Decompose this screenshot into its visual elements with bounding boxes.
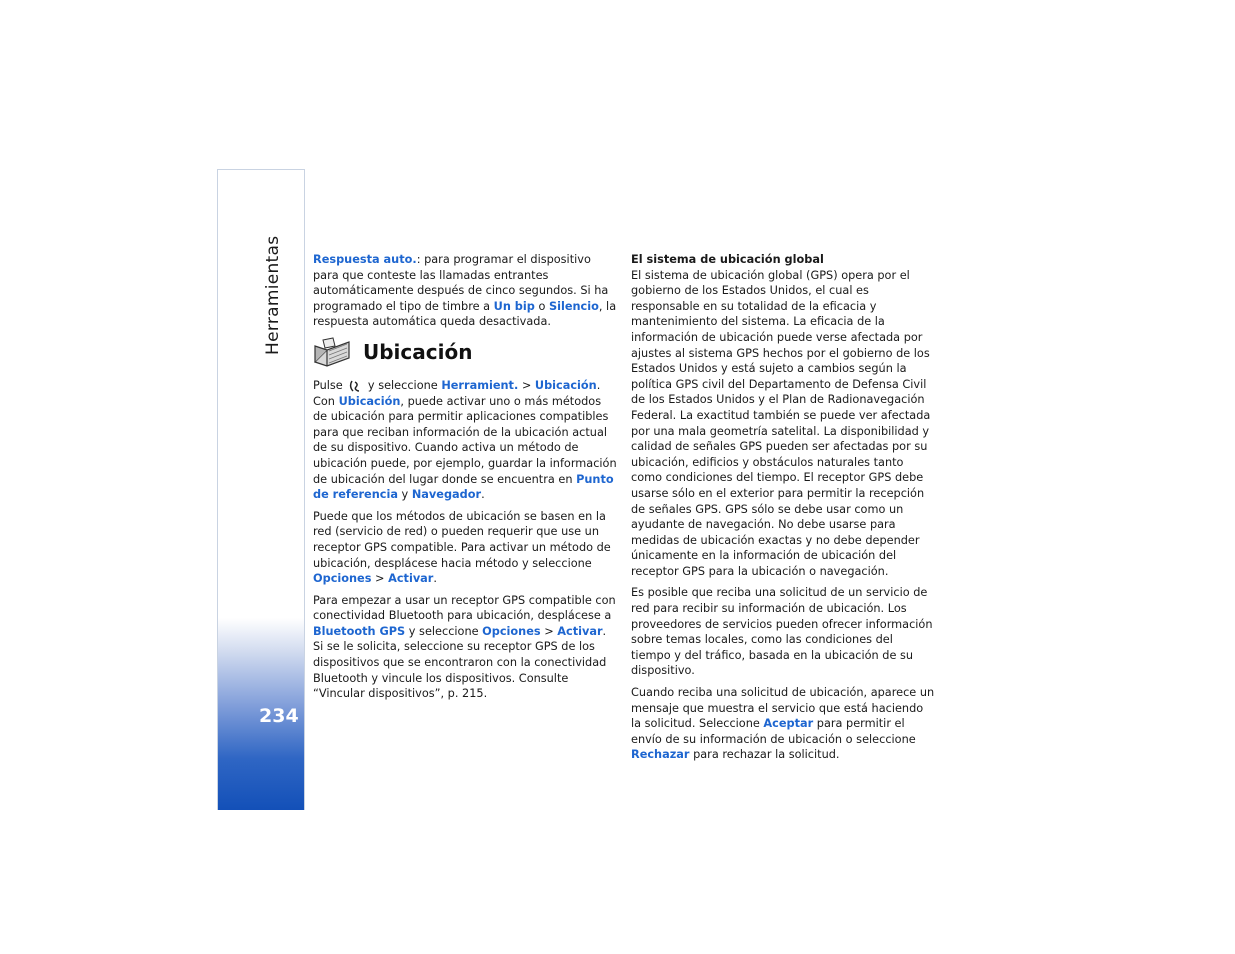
paragraph-gps-system [631,252,936,579]
text: y [397,488,412,502]
paragraph-location-intro [313,378,617,503]
section-header [313,336,617,370]
link-ubicacion: Ubicación [534,378,597,392]
link-opciones: Opciones [313,572,372,586]
text: . [481,488,485,502]
link-punto-de-referencia: Punto de referencia [313,472,614,502]
text: . Si se le solicita, seleccione su receptor GPS de los dispositivos que se encontraron con la conectividad Bluetooth y vincule los dispositivos. Consulte “Vincular dispositivos”, p. 215. [313,624,607,701]
paragraph-accept-reject [631,685,936,763]
text: > [518,378,535,392]
link-auto-answer: Respuesta auto. [313,253,417,266]
text: , puede activar uno o más métodos de ubicación para permitir aplicaciones compatibles para que reciban información de la ubicación actual de su dispositivo. Cuando activa un método de ubicación puede, por ejemplo, guardar la información de ubicación del lugar donde se encuentra en [313,394,617,486]
link-un-bip: Un bip [493,299,535,313]
text: y seleccione [405,624,483,638]
left-column [313,252,617,708]
link-activar-2: Activar [557,624,603,638]
paragraph-auto-answer [313,252,617,330]
link-activar: Activar [388,572,434,586]
text: > [540,624,558,638]
text: : para programar el dispositivo para que conteste las llamadas entrantes automáticamente después de cinco segundos. Si ha programado el tipo de timbre a [313,253,609,313]
chapter-title: Herramientas [263,235,283,355]
page-number: 234 [259,705,299,727]
text: o [534,299,549,313]
text: > [371,572,389,586]
text: para permitir el envío de su información de ubicación o seleccione [631,717,916,746]
paragraph-location-methods [313,509,617,587]
link-ubicacion-2: Ubicación [338,394,401,408]
link-herramient: Herramient. [441,378,519,392]
menu-key-icon [348,379,362,393]
book-icon [313,336,351,370]
link-navegador: Navegador [411,488,482,502]
text: Para empezar a usar un receptor GPS compatible con conectividad Bluetooth para ubicación, desplácese a [313,593,616,623]
text: El sistema de ubicación global (GPS) opera por el gobierno de los Estados Unidos, el cual es responsable en su totalidad de la eficacia y mantenimiento del sistema. La eficacia de la información de ubicación puede verse afectada por ajustes al sistema GPS hechos por el gobierno de los Estados Unidos y está sujeto a cambios según la política GPS civil del Departamento de Defensa Civil de los Estados Unidos y el Plan de Radionavegación Federal. La exactitud también se puede ver afectada por una mala geometría satelital. La disponibilidad y calidad de señales GPS pueden ser afectadas por su ubicación, edificios y obstáculos naturales tanto como condiciones del tiempo. El receptor GPS debe usarse sólo en el exterior para permitir la recepción de señales GPS. GPS sólo se debe usar como un ayudante de navegación. No debe usarse para medidas de ubicación exactas y no debe depender únicamente en la información de ubicación del receptor GPS para la ubicación o navegación. [631,268,931,578]
section-title: Ubicación [363,340,473,365]
text: . [433,572,437,586]
text: . Con [313,378,601,408]
text: Pulse [313,378,347,392]
link-aceptar: Aceptar [763,717,814,731]
text: , la respuesta automática queda desactivada. [313,299,617,329]
text: y seleccione [364,378,442,392]
link-opciones-2: Opciones [482,624,541,638]
text: Cuando reciba una solicitud de ubicación, aparece un mensaje que muestra el servicio que está haciendo la solicitud. Seleccione [631,686,935,731]
subsection-heading: El sistema de ubicación global [631,253,824,266]
paragraph-location-request: Es posible que reciba una solicitud de un servicio de red para recibir su información de ubicación. Los proveedores de servicios pueden ofrecer información sobre temas locales, como las condiciones del tiempo y del tráfico, basada en la ubicación de su dispositivo. [631,586,933,678]
link-silencio: Silencio [548,299,599,313]
text: Puede que los métodos de ubicación se basen en la red (servicio de red) o pueden requerir que use un receptor GPS compatible. Para activar un método de ubicación, desplácese hacia método y seleccione [313,509,611,570]
text: para rechazar la solicitud. [689,748,840,762]
paragraph-bluetooth-gps [313,593,617,702]
link-bluetooth-gps: Bluetooth GPS [313,624,406,638]
link-rechazar: Rechazar [631,748,690,762]
right-column [631,252,936,769]
